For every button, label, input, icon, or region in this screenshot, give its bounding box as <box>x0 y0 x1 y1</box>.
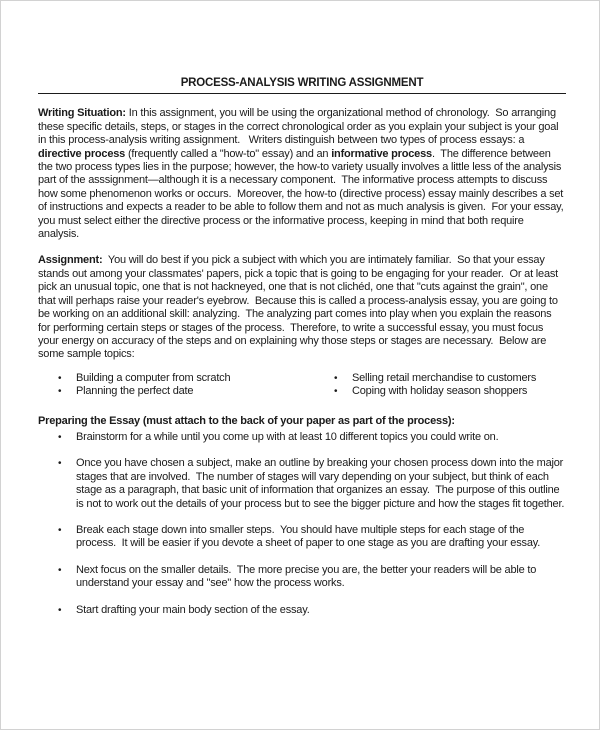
list-item <box>38 524 566 551</box>
directive-process-term: directive process <box>38 147 126 160</box>
bullet-icon: • <box>58 458 62 470</box>
prep-step-text: Brainstorm for a while until you come up with at least 10 different topics you could write on. <box>76 430 499 443</box>
writing-situation-text-3: . The difference between the two process types lies in the purpose; however, the how-to variety usually involves a little less of the analysis part of the asssignment—although it is a necessary component. The informative process attempts to discuss how some phenomenon works or occurs. Moreover, the how-to (directive process) essay mainly describes a set of instructions and expects a reader to be able to follow them and not as much analysis is given. For your essay, you must select either the directive process or the informative process, keeping in mind that both require analysis. <box>38 147 567 241</box>
prep-step-text: Once you have chosen a subject, make an outline by breaking your chosen process down into the major stages that are involved. The number of stages will vary depending on your subject, but think of each stage as a paragraph, that basic unit of information that organizes an essay. The purpose of this outline is not to work out the details of your process but to see the bigger picture and how the stages fit together. <box>76 457 566 510</box>
prep-step-text: Break each stage down into smaller steps. You should have multiple steps for each stage of the process. It will be easier if you devote a sheet of paper to one stage as you are drafting your essay. <box>76 523 541 550</box>
topic-label: Coping with holiday season shoppers <box>352 385 528 398</box>
preparing-essay-heading: Preparing the Essay (must attach to the back of your paper as part of the process): <box>38 414 455 427</box>
bullet-icon: • <box>58 386 62 398</box>
bullet-icon: • <box>58 604 62 616</box>
topic-label: Building a computer from scratch <box>76 371 231 384</box>
bullet-icon: • <box>58 431 62 443</box>
list-item <box>314 372 566 385</box>
writing-situation-text-2: (frequently called a "how-to" essay) and an <box>125 147 332 160</box>
sample-topics-left-column <box>38 372 314 399</box>
list-item <box>38 604 566 617</box>
list-item <box>38 564 566 591</box>
writing-situation-paragraph <box>38 107 566 241</box>
writing-situation-label: Writing Situation: <box>38 107 126 120</box>
list-item <box>38 431 566 444</box>
preparing-steps-list <box>38 431 566 617</box>
bullet-icon: • <box>334 372 338 384</box>
topic-label: Planning the perfect date <box>76 385 194 398</box>
prep-step-text: Start drafting your main body section of the essay. <box>76 603 310 616</box>
bullet-icon: • <box>334 386 338 398</box>
topic-label: Selling retail merchandise to customers <box>352 371 537 384</box>
bullet-icon: • <box>58 564 62 576</box>
writing-situation-text-1: In this assignment, you will be using the organizational method of chronology. So arranging these specific details, steps, or stages in the correct chronological order as you explain your subject is your goal in this process-analysis writing assignment. Writers distinguish between two types of process essays: a <box>38 107 562 147</box>
informative-process-term: informative process <box>331 147 432 160</box>
page-title: PROCESS-ANALYSIS WRITING ASSIGNMENT <box>38 77 566 94</box>
sample-topics-list <box>38 372 566 399</box>
list-item <box>38 372 314 385</box>
sample-topics-right-column <box>314 372 566 399</box>
prep-step-text: Next focus on the smaller details. The more precise you are, the better your readers will be able to understand your essay and "see" how the process works. <box>76 563 540 590</box>
assignment-label: Assignment: <box>38 254 103 267</box>
assignment-paragraph <box>38 254 566 361</box>
list-item <box>314 385 566 398</box>
list-item <box>38 457 566 511</box>
list-item <box>38 385 314 398</box>
bullet-icon: • <box>58 372 62 384</box>
bullet-icon: • <box>58 524 62 536</box>
assignment-text: You will do best if you pick a subject with which you are intimately familiar. So that your essay stands out among your classmates' papers, pick a topic that is going to be engaging for your reader. Or at least pick an unusual topic, one that is not hackneyed, one that is not clichéd, one that "cuts against the grain", one that will perhaps raise your reader's eyebrow. Because this is called a process-analysis essay, you are going to be working on an additional skill: analyzing. The analyzing part comes into play when you explain the reasons for performing certain steps or stages of the process. Therefore, to write a successful essay, you must focus your energy on accuracy of the steps and on explaining why those steps or stages are necessary. Below are some sample topics: <box>38 254 561 361</box>
